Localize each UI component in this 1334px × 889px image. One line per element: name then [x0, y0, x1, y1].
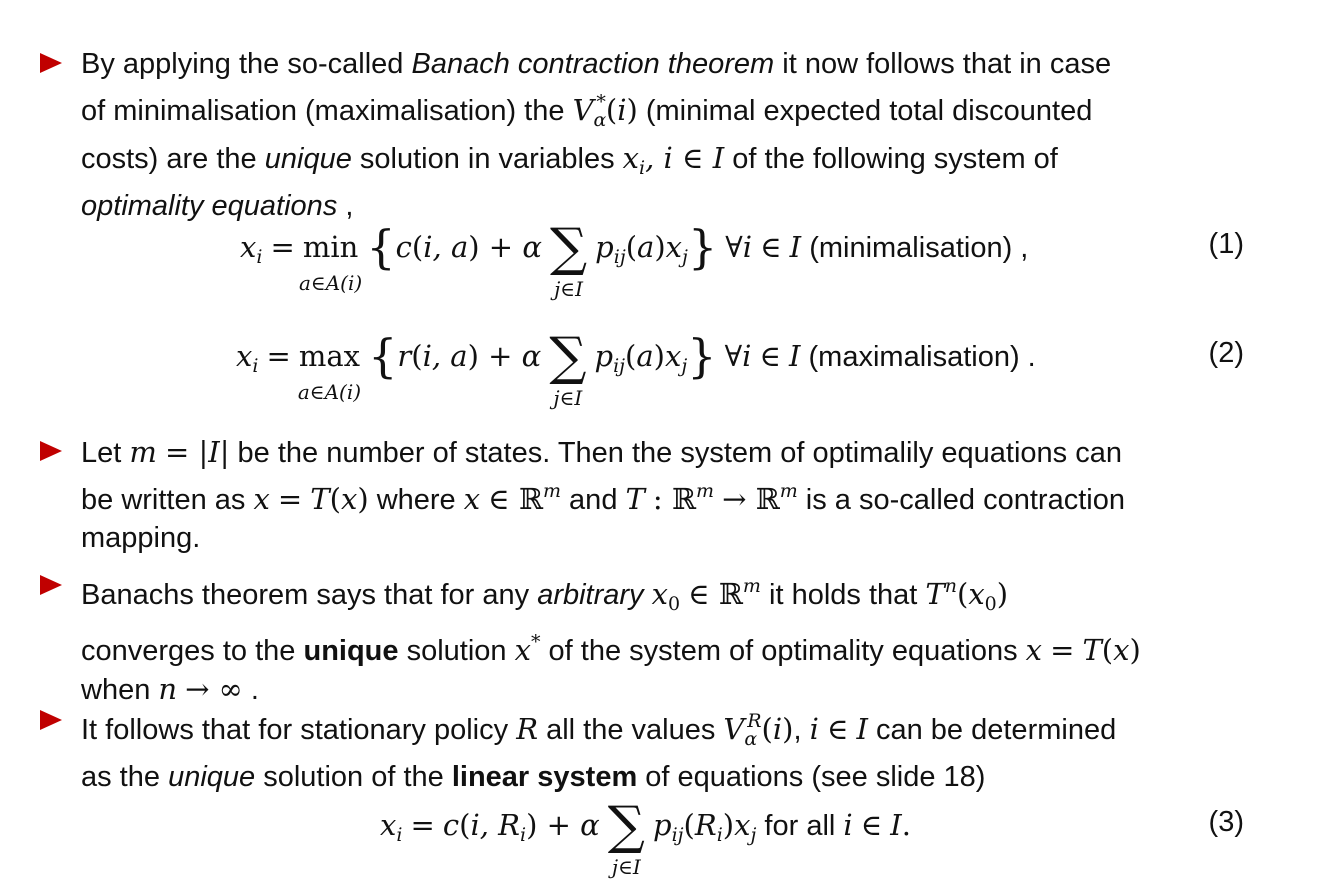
equation-2: $x_i = \max$ a∈A(i) {r(i, a) + α ∑ j∈I $p_{ij}(a)x_j$} ∀i ∈ I (maximalisation) . [236, 327, 1036, 410]
equation-3: $x_i = c(i$, $R_i) + \alpha$ ∑ j∈I $p_{ij}(R_i)x_j$ for all i ∈ I. [380, 796, 911, 879]
equation-number-3: (3) [1208, 806, 1244, 838]
bullet-1: By applying the so-called Banach contraction theorem it now follows that in case of minimalisation (maximalisation) the $V_\alpha^*(i)$ (minimal expected total discounted costs) are the unique solution in variables $x_i$, i ∈ I of the following system of optimality equations , [81, 48, 1112, 222]
bullet-marker [40, 441, 62, 461]
equation-number-2: (2) [1208, 337, 1244, 369]
equation-1: $x_i = \min$ a∈A(i) {c(i, a) + α ∑ j∈I $p_{ij}(a)x_j$} ∀i ∈ I (minimalisation) , [240, 218, 1029, 301]
bullet-4: It follows that for stationary policy R all the values $V_\alpha^R(i)$, i ∈ I can be determined as the unique solution of the linear system of equations (see slide 18) [81, 710, 1117, 793]
equation-number-1: (1) [1208, 228, 1244, 260]
bullet-2: Let m = |I| be the number of states. Then the system of optimalily equations can be written as x = T(x) where x ∈ ℝ$^m$ and T : ℝ$^m$ → ℝ$^m$ is a so-called contraction mapping. [81, 435, 1125, 554]
bullet-marker [40, 575, 62, 595]
bullet-marker [40, 53, 62, 73]
bullet-marker [40, 710, 62, 730]
bullet-3: Banachs theorem says that for any arbitrary $x_0$ ∈ ℝ$^m$ it holds that $T^n(x_0)$ converges to the unique solution x* of the system of optimality equations x = T(x) when n → ∞ . [81, 575, 1141, 706]
